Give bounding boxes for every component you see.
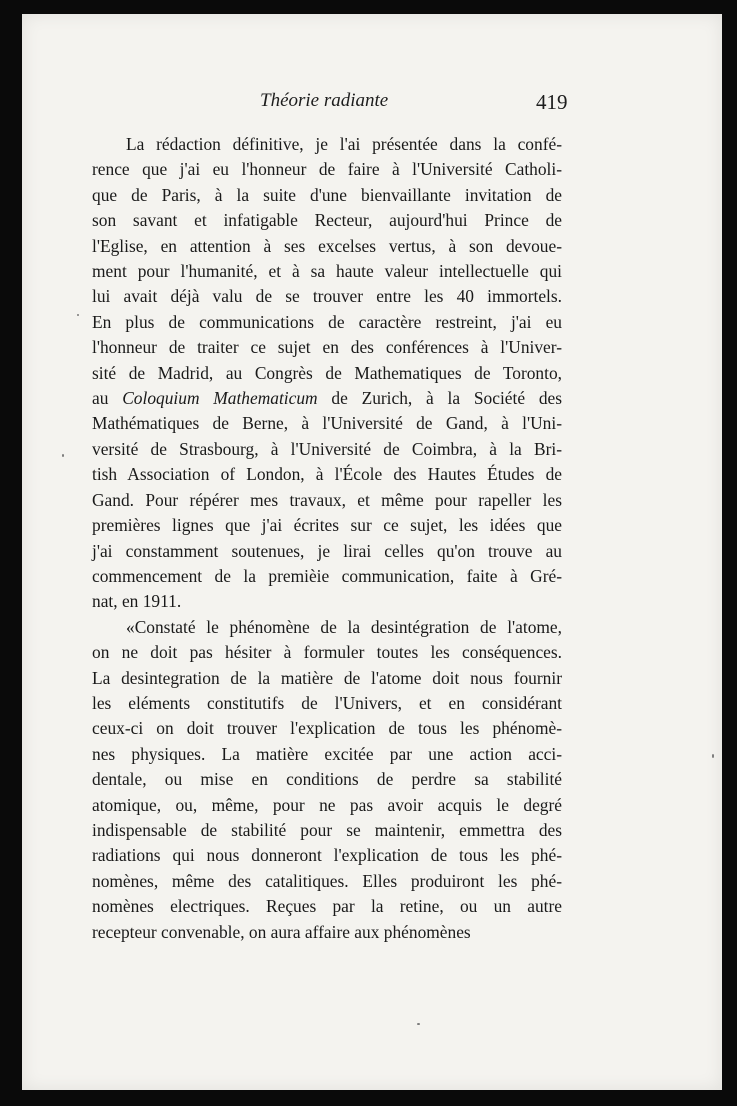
- text-line: tish Association of London, à l'École des Hautes Études de: [92, 464, 562, 485]
- page-number: 419: [536, 90, 568, 114]
- running-head: [22, 90, 722, 120]
- text-line: En plus de communications de caractère restreint, j'ai eu: [92, 311, 562, 332]
- text-line: que de Paris, à la suite d'une bienvaillante invitation de: [92, 184, 562, 205]
- text-line: Mathématiques de Berne, à l'Université de Gand, à l'Uni-: [92, 413, 562, 434]
- text-line: ceux-ci on doit trouver l'explication de tous les phénomè-: [92, 718, 562, 739]
- text-line: nat, en 1911.: [92, 591, 182, 612]
- text-line: «Constaté le phénomène de la desintégration de l'atome,: [126, 616, 562, 637]
- text-line: rence que j'ai eu l'honneur de faire à l'Université Catholi-: [92, 159, 562, 180]
- text-line: La rédaction définitive, je l'ai présentée dans la confé-: [126, 134, 562, 154]
- text-line: ment pour l'humanité, et à sa haute valeur intellectuelle qui: [92, 261, 562, 282]
- text-line: atomique, ou, même, pour ne pas avoir acquis le degré: [92, 794, 562, 815]
- text-line: lui avait déjà valu de se trouver entre les 40 immortels.: [92, 286, 562, 307]
- print-speck: [62, 454, 64, 457]
- text-line: indispensable de stabilité pour se maintenir, emmettra des: [92, 819, 562, 840]
- text-line: j'ai constamment soutenues, je lirai celles qu'on trouve au: [92, 540, 562, 561]
- text-line: [92, 386, 562, 411]
- print-speck: [77, 314, 79, 316]
- text-line: nes physiques. La matière excitée par une action acci-: [92, 743, 562, 764]
- print-speck: [712, 754, 714, 758]
- text-run: de Zurich, à la Société des: [317, 388, 563, 409]
- text-line: l'honneur de traiter ce sujet en des conférences à l'Univer-: [92, 337, 562, 358]
- text-line: nomènes electriques. Reçues par la retine, ou un autre: [92, 896, 562, 917]
- text-line: sité de Madrid, au Congrès de Mathematiques de Toronto,: [92, 362, 562, 383]
- running-title: Théorie radiante: [260, 90, 389, 111]
- print-speck: [417, 1023, 420, 1025]
- text-line: radiations qui nous donneront l'explication de tous les phé-: [92, 845, 562, 866]
- text-line: on ne doit pas hésiter à formuler toutes les conséquences.: [92, 642, 562, 663]
- text-line: La desintegration de la matière de l'atome doit nous fournir: [92, 667, 562, 688]
- text-line: recepteur convenable, on aura affaire aux phénomènes: [92, 921, 471, 942]
- book-page: [22, 14, 722, 1090]
- text-line: commencement de la premièie communication, faite à Gré-: [92, 565, 562, 586]
- text-line: son savant et infatigable Recteur, aujourd'hui Prince de: [92, 210, 562, 231]
- text-line: dentale, ou mise en conditions de perdre sa stabilité: [92, 769, 562, 790]
- text-line: premières lignes que j'ai écrites sur ce sujet, les idées que: [92, 515, 562, 536]
- text-line: versité de Strasbourg, à l'Université de Coimbra, à la Bri-: [92, 438, 562, 459]
- text-line: Gand. Pour répérer mes travaux, et même pour rapeller les: [92, 489, 562, 510]
- text-line: nomènes, même des catalitiques. Elles produiront les phé-: [92, 870, 562, 891]
- text-run: au: [92, 388, 123, 409]
- text-line: l'Eglise, en attention à ses excelses vertus, à son devoue-: [92, 235, 562, 256]
- text-line: les eléments constitutifs de l'Univers, et en considérant: [92, 692, 562, 713]
- body-text: [92, 132, 562, 945]
- italic-title: Coloquium Mathematicum: [122, 388, 318, 409]
